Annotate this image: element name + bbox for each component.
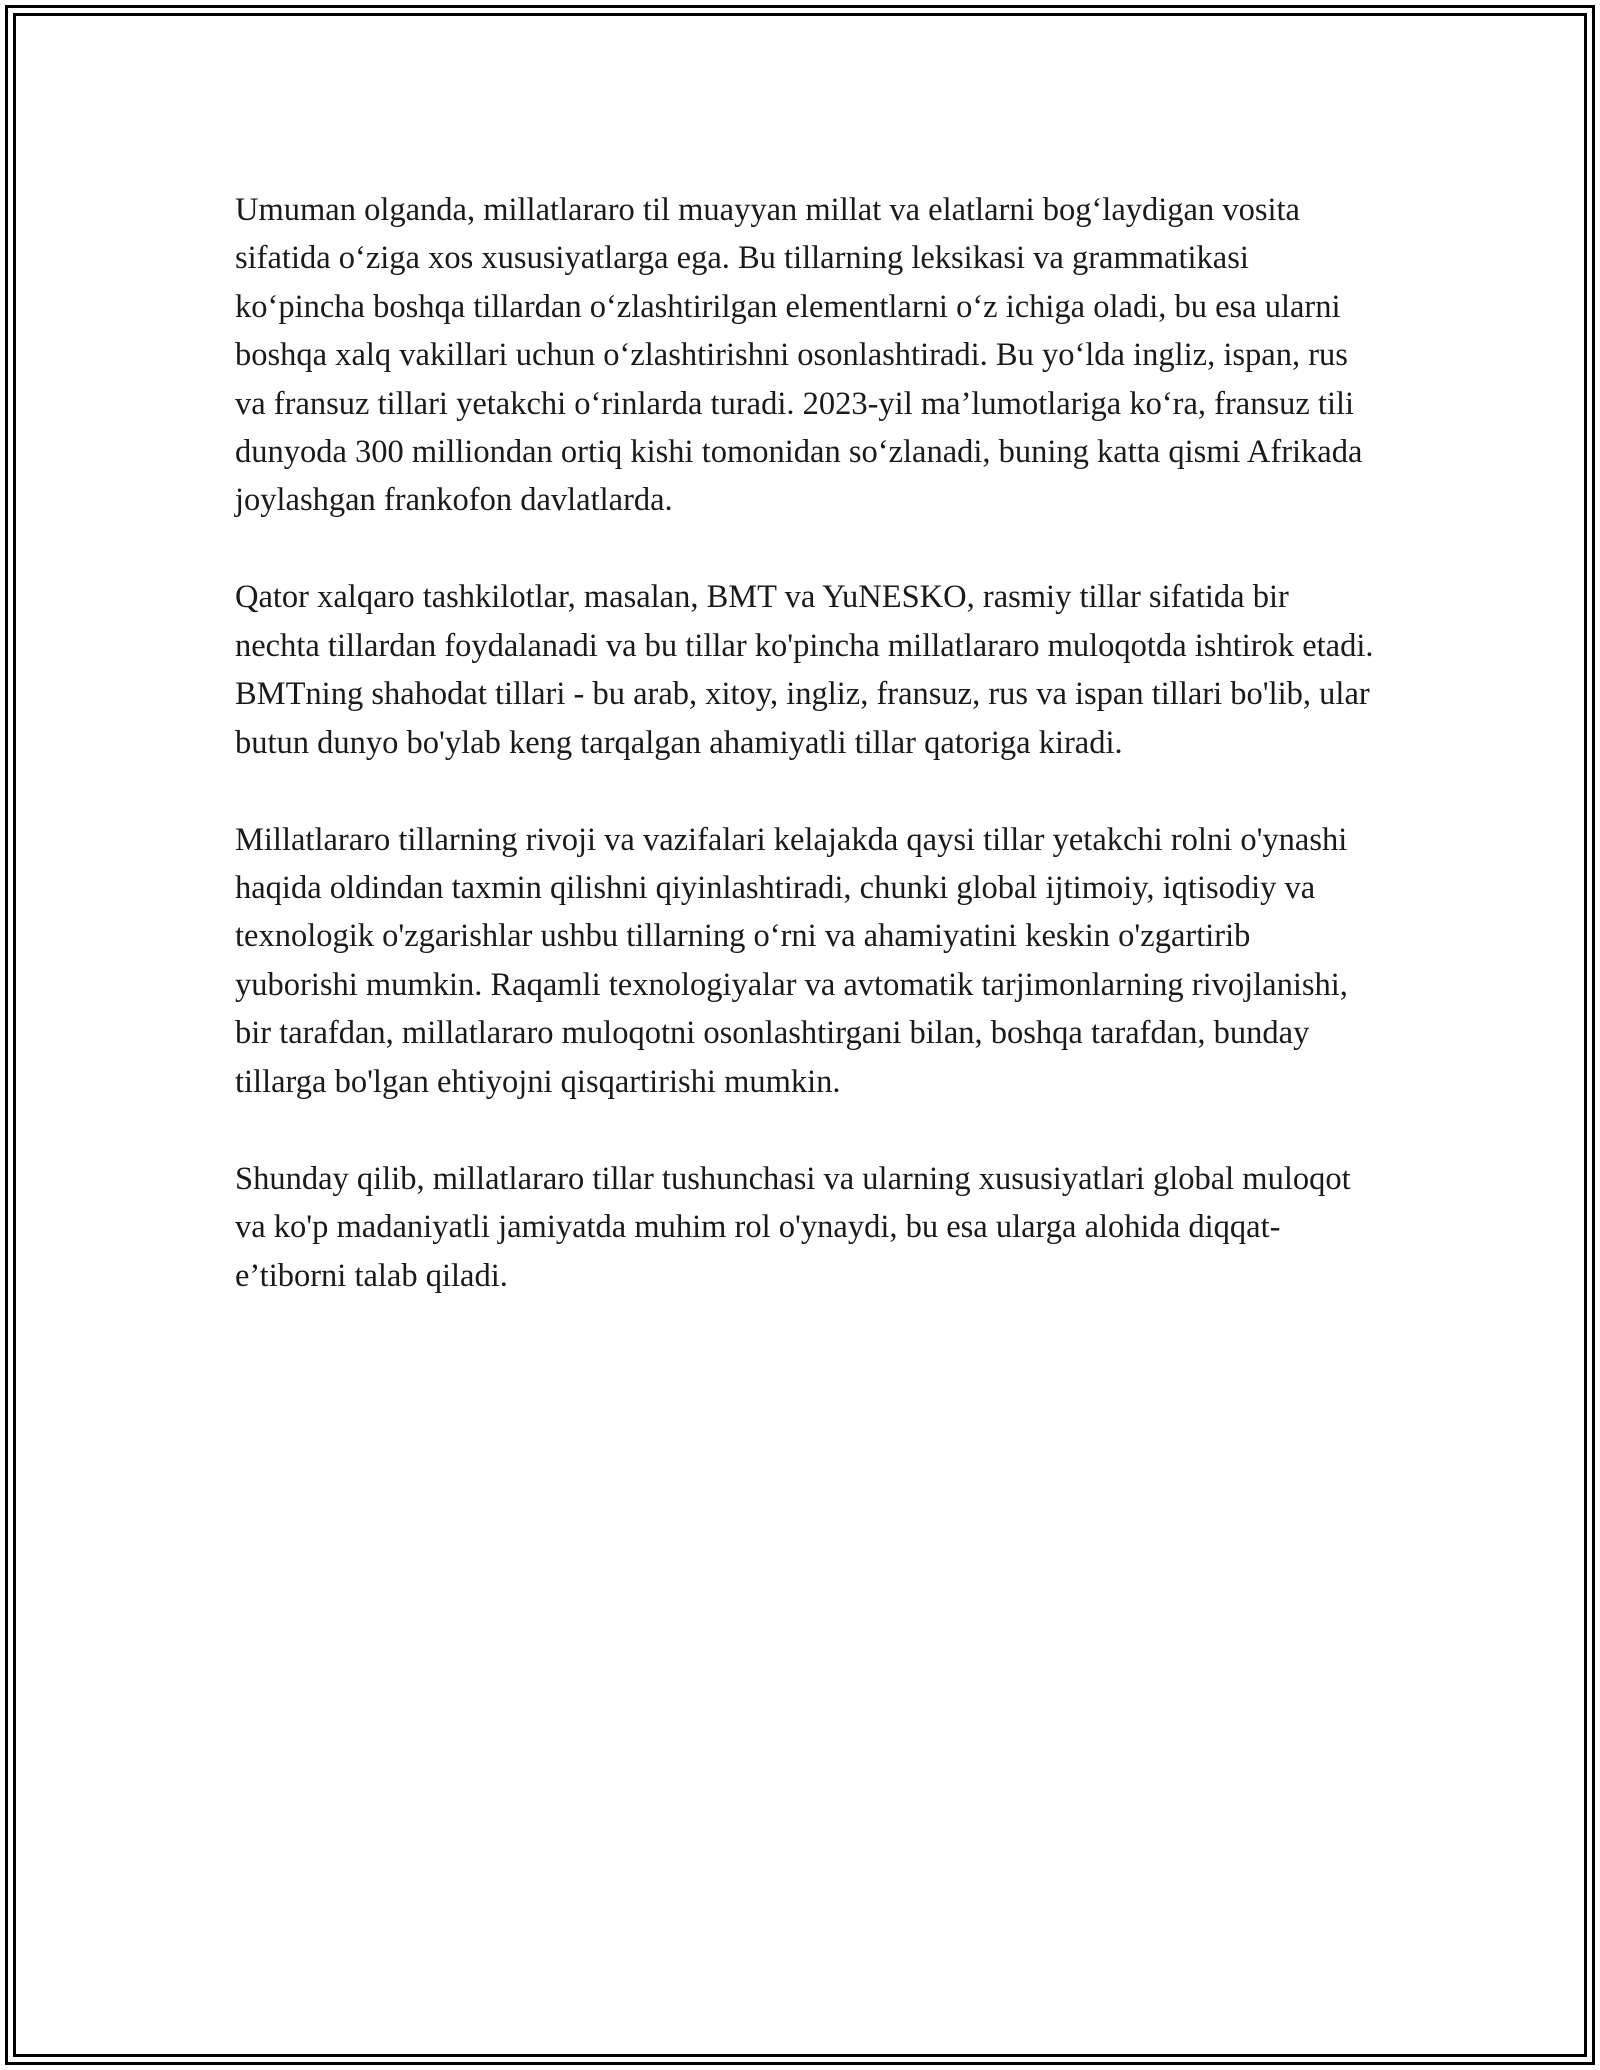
paragraph-3: Millatlararo tillarning rivoji va vazifalari kelajakda qaysi tillar yetakchi rolni o'ynashi haqida oldindan taxmin qilishni qiyinlashtiradi, chunki global ijtimoiy, iqtisodiy va texnologik o'zgarishlar ushbu tillarning o‘rni va ahamiyatini keskin o'zgartirib yuborishi mumkin. Raqamli texnologiyalar va avtomatik tarjimonlarning rivojlanishi, bir tarafdan, millatlararo muloqotni osonlashtirgani bilan, boshqa tarafdan, bunday tillarga bo'lgan ehtiyojni qisqartirishi mumkin.: [235, 821, 1348, 1100]
paragraph-2: Qator xalqaro tashkilotlar, masalan, BMT va YuNESKO, rasmiy tillar sifatida bir nechta tillardan foydalanadi va bu tillar ko'pincha millatlararo muloqotda ishtirok etadi. BMTning shahodat tillari - bu arab, xitoy, ingliz, fransuz, rus va ispan tillari bo'lib, ular butun dunyo bo'ylab keng tarqalgan ahamiyatli tillar qatoriga kiradi.: [235, 579, 1374, 761]
document-body: [235, 186, 1375, 1349]
paragraph-4: Shunday qilib, millatlararo tillar tushunchasi va ularning xususiyatlari global muloqot va ko'p madaniyatli jamiyatda muhim rol o'ynaydi, bu esa ularga alohida diqqat-e’tiborni talab qiladi.: [235, 1160, 1351, 1294]
paragraph-1: Umuman olganda, millatlararo til muayyan millat va elatlarni bog‘laydigan vosita sifatida o‘ziga xos xususiyatlarga ega. Bu tillarning leksikasi va grammatikasi ko‘pincha boshqa tillardan o‘zlashtirilgan elementlarni o‘z ichiga oladi, bu esa ularni boshqa xalq vakillari uchun o‘zlashtirishni osonlashtiradi. Bu yo‘lda ingliz, ispan, rus va fransuz tillari yetakchi o‘rinlarda turadi. 2023-yil ma’lumotlariga ko‘ra, fransuz tili dunyoda 300 milliondan ortiq kishi tomonidan so‘zlanadi, buning katta qismi Afrikada joylashgan frankofon davlatlarda.: [235, 192, 1363, 519]
